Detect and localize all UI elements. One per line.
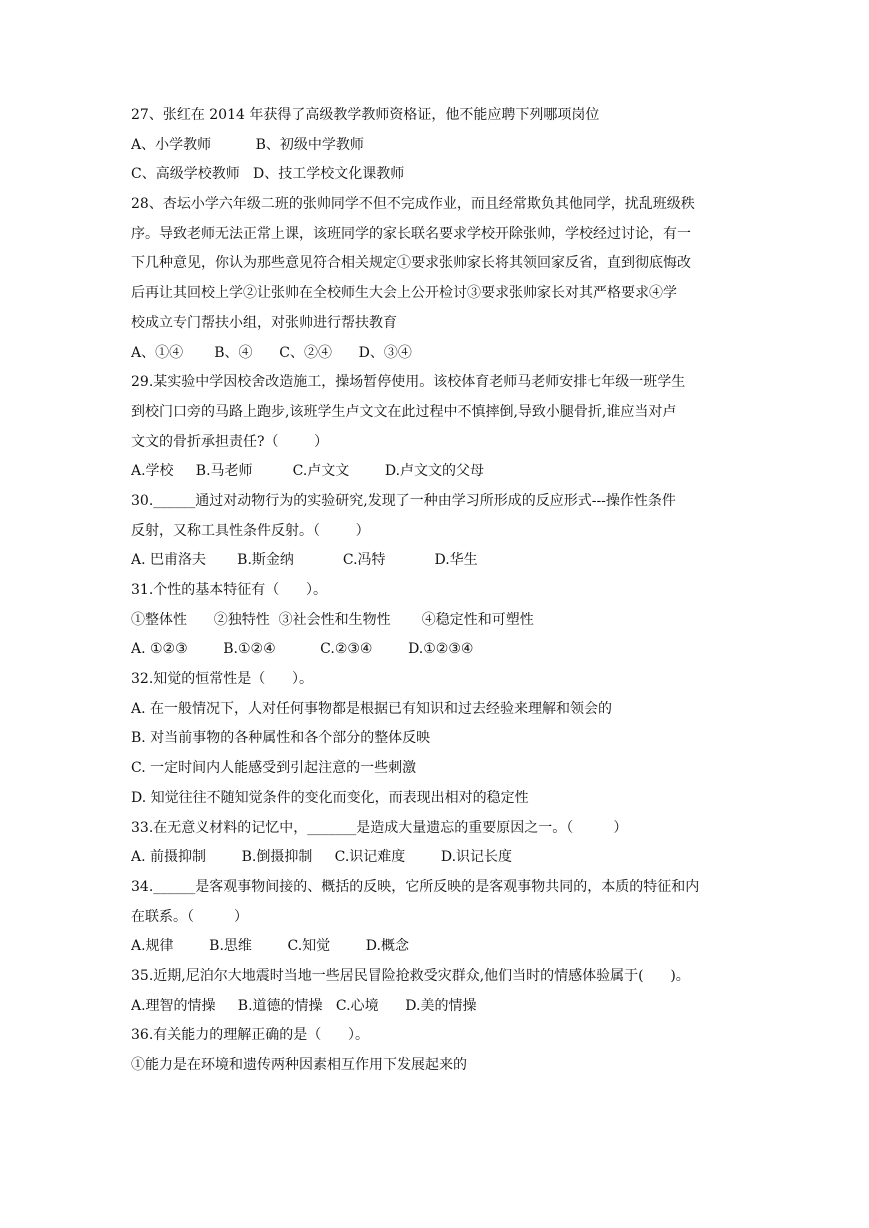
question-28-stem-line-4: 后再让其回校上学②让张帅在全校师生大会上公开检讨③要求张帅家长对其严格要求④学 <box>131 285 677 302</box>
question-27-stem: 27、张红在 2014 年获得了高级教学教师资格证，他不能应聘下列哪项岗位 <box>131 107 600 123</box>
question-32-option-b: B. 对当前事物的各种属性和各个部分的整体反映 <box>131 730 431 747</box>
question-31-options: A. ①②③ B.①②④ C.②③④ D.①②③④ <box>131 641 474 658</box>
question-28-stem-line-5: 校成立专门帮扶小组，对张帅进行帮扶教育 <box>131 314 397 331</box>
document-body <box>131 101 741 1081</box>
question-32-option-d: D. 知觉往往不随知觉条件的变化而变化，而表现出相对的稳定性 <box>131 789 529 806</box>
question-34-stem-line-1: 34.______是客观事物间接的、概括的反映，它所反映的是客观事物共同的，本质的特征和内 <box>131 878 700 895</box>
question-29-stem-line-1: 29.某实验中学因校舍改造施工，操场暂停使用。该校体育老师马老师安排七年级一班学生 <box>131 374 686 391</box>
question-32-option-a: A. 在一般情况下，人对任何事物都是根据已有知识和过去经验来理解和领会的 <box>131 700 613 717</box>
question-29-options: A.学校 B.马老师 C.卢文文 D.卢文文的父母 <box>131 463 485 480</box>
question-36-stem: 36.有关能力的理解正确的是（ ）。 <box>131 1027 369 1044</box>
question-28-stem-line-1: 28、杏坛小学六年级二班的张帅同学不但不完成作业，而且经常欺负其他同学，扰乱班级秩 <box>131 196 695 213</box>
question-32-stem: 32.知觉的恒常性是（ ）。 <box>131 671 313 688</box>
question-31-stem: 31.个性的基本特征有（ ）。 <box>131 582 327 598</box>
question-34-stem-line-2: 在联系。（ ） <box>131 908 249 925</box>
question-28-stem-line-3: 下几种意见，你认为那些意见符合相关规定①要求张帅家长将其领回家反省，直到彻底悔改 <box>131 255 691 272</box>
question-32-option-c: C. 一定时间内人能感受到引起注意的一些刺激 <box>131 760 417 777</box>
question-33-options: A. 前摄抑制 B.倒摄抑制 C.识记难度 D.识记长度 <box>131 849 513 866</box>
question-27-options-ab: A、小学教师 B、初级中学教师 <box>131 136 364 153</box>
question-34-options: A.规律 B.思维 C.知觉 D.概念 <box>131 938 409 955</box>
question-27-options-cd: C、高级学校教师 D、技工学校文化课教师 <box>131 166 405 183</box>
question-35-stem: 35.近期,尼泊尔大地震时当地一些居民冒险抢救受灾群众,他们当时的情感体验属于( )。 <box>131 967 690 984</box>
question-29-stem-line-2: 到校门口旁的马路上跑步,该班学生卢文文在此过程中不慎摔倒,导致小腿骨折,谁应当对卢 <box>131 403 677 420</box>
question-30-stem-line-1: 30.______通过对动物行为的实验研究,发现了一种由学习所形成的反应形式---操作性条件 <box>131 492 676 509</box>
question-36-item-1: ①能力是在环境和遗传两种因素相互作用下发展起来的 <box>131 1057 467 1073</box>
question-30-options: A. 巴甫洛夫 B.斯金纳 C.冯特 D.华生 <box>131 552 478 569</box>
question-30-stem-line-2: 反射，又称工具性条件反射。（ ） <box>131 522 370 539</box>
question-31-items: ①整体性 ②独特性 ③社会性和生物性 ④稳定性和可塑性 <box>131 611 534 628</box>
question-28-stem-line-2: 序。导致老师无法正常上课，该班同学的家长联名要求学校开除张帅，学校经过讨论，有一 <box>131 225 691 242</box>
question-29-stem-line-3: 文文的骨折承担责任?（ ） <box>131 433 329 450</box>
question-35-options: A.理智的情操 B.道德的情操 C.心境 D.美的情操 <box>131 997 477 1014</box>
question-33-stem: 33.在无意义材料的记忆中，_______是造成大量遗忘的重要原因之一。（ ） <box>131 819 628 836</box>
question-28-options: A、①④ B、④ C、②④ D、③④ <box>131 344 412 361</box>
